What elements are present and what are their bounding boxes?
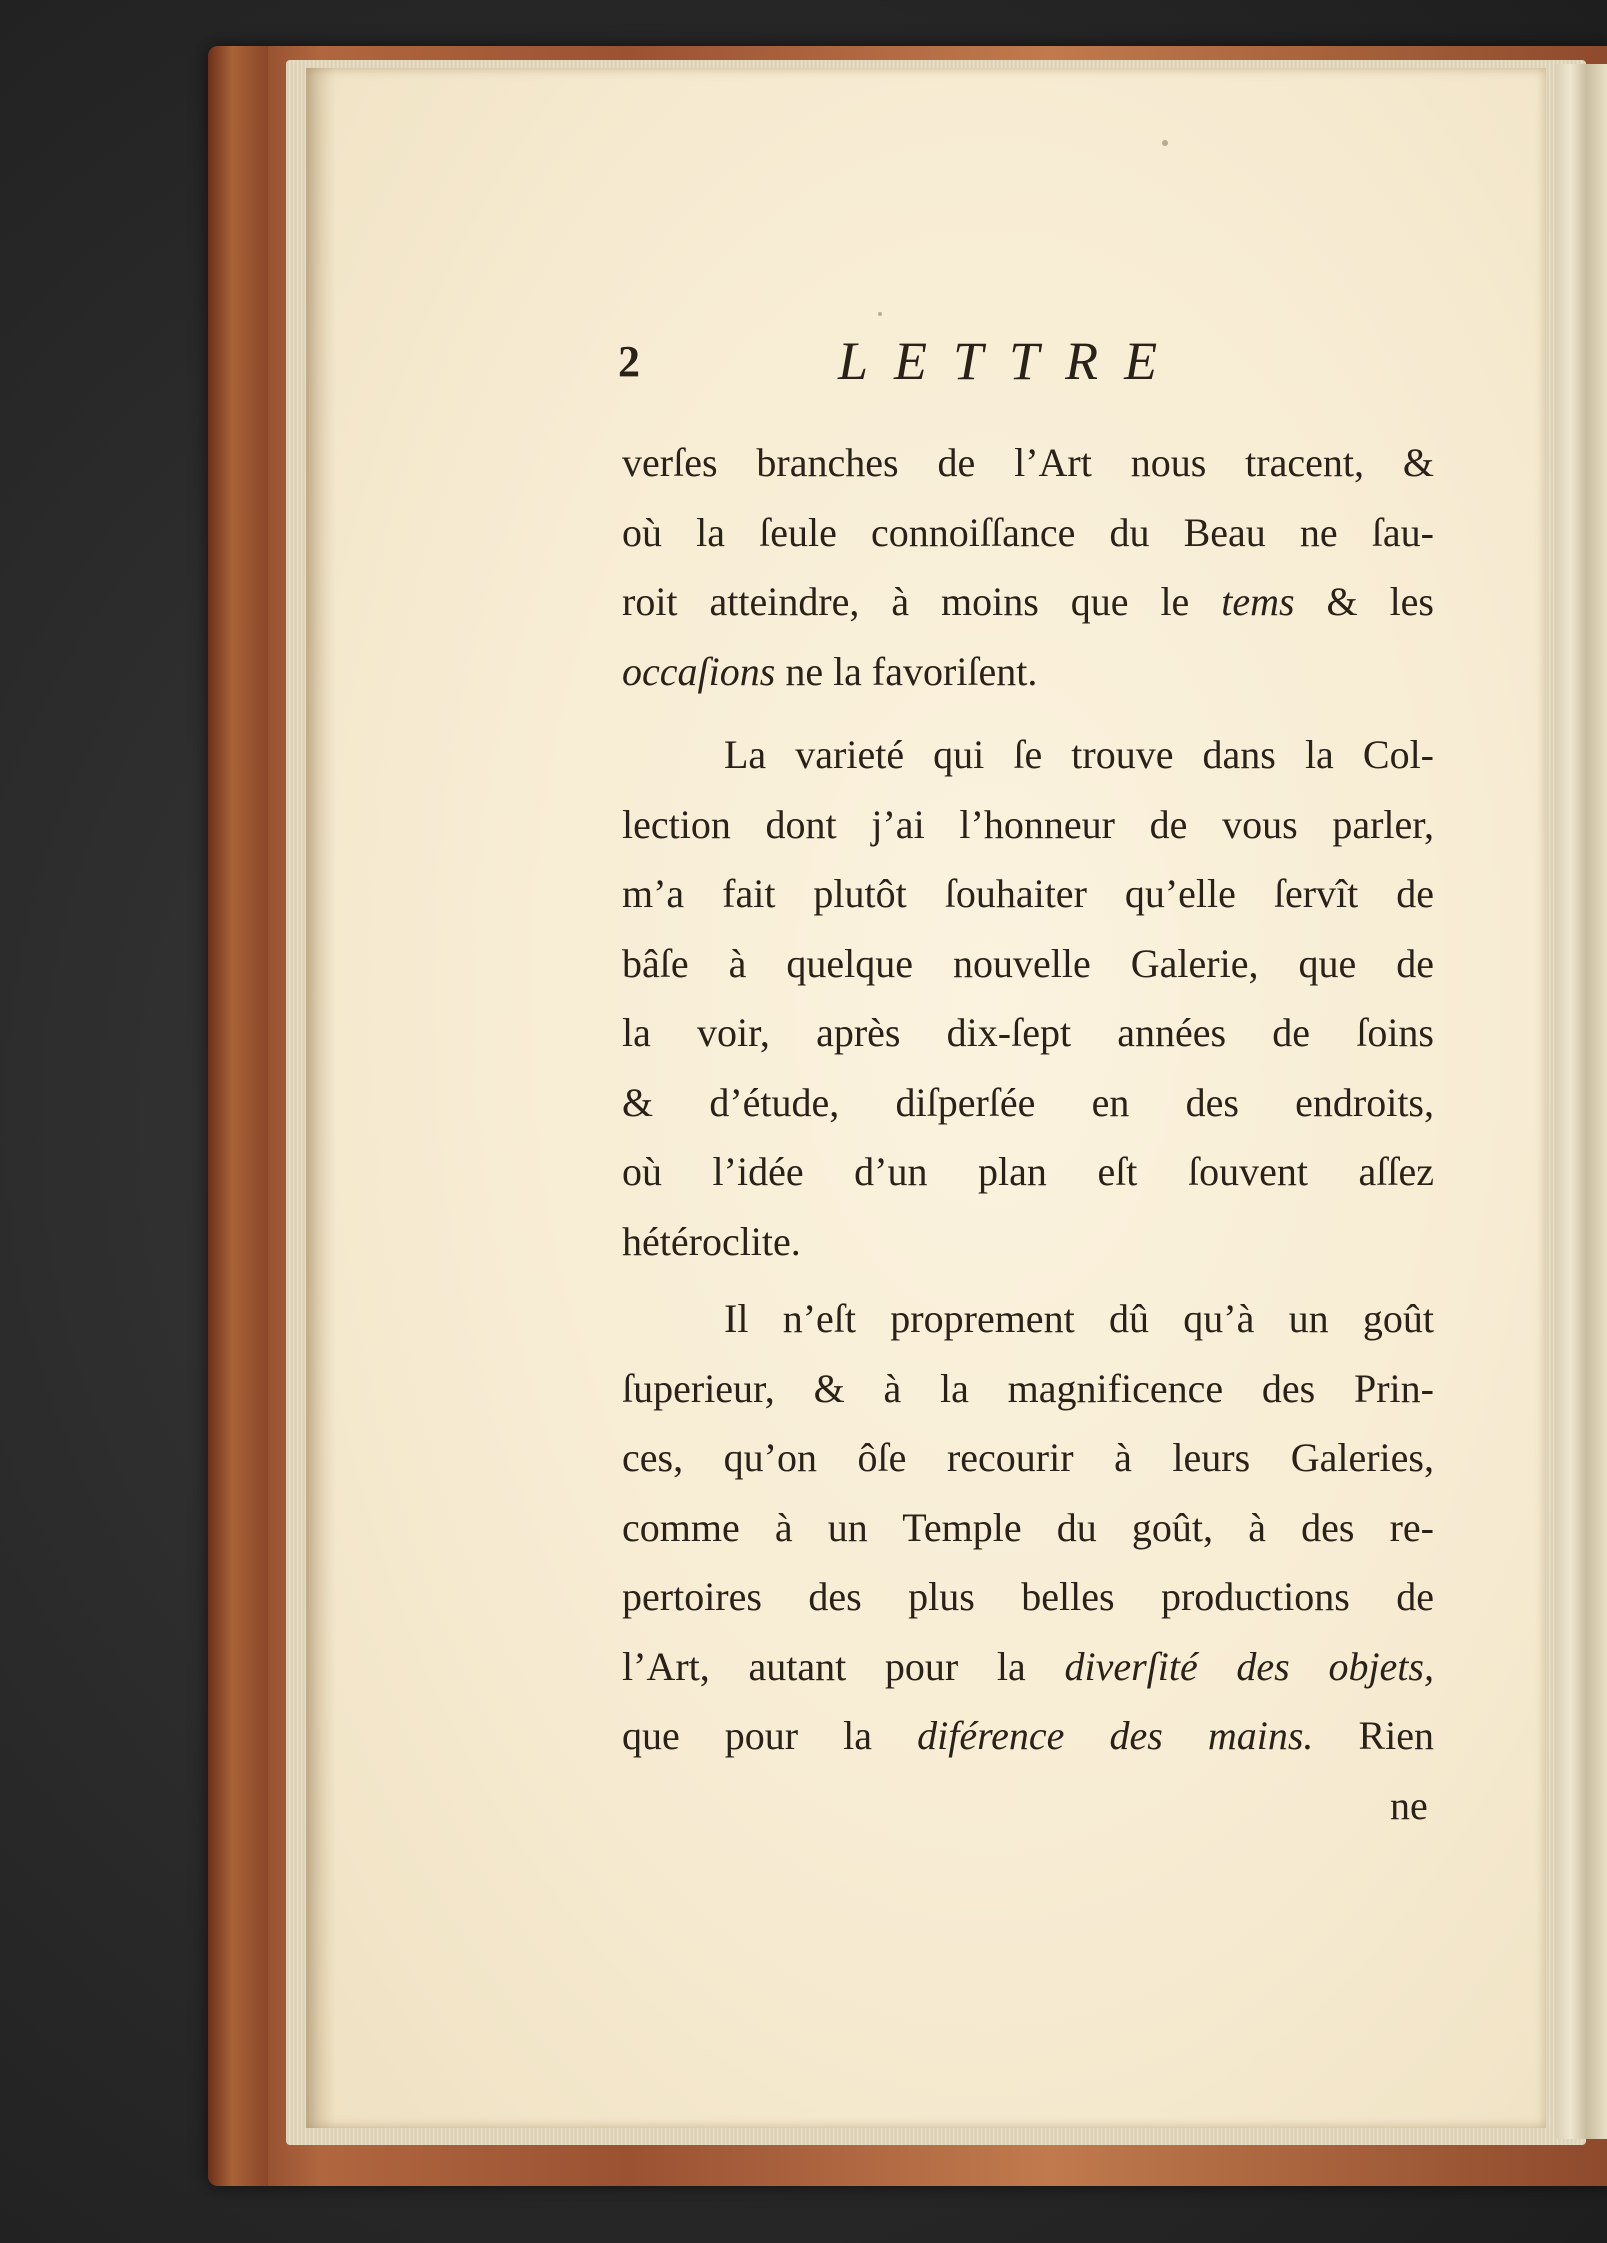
text-line: l’Art, autant pour la diverſité des objets, xyxy=(622,1643,1434,1689)
text-line: ces, qu’on ôſe recourir à leurs Galeries, xyxy=(622,1435,1434,1480)
text-line: lection dont j’ai l’honneur de vous parler, xyxy=(622,801,1434,847)
text-line: Il n’eſt proprement dû qu’à un goût xyxy=(724,1296,1434,1341)
catchword: ne xyxy=(1390,1783,1428,1828)
paragraph-gap xyxy=(622,1276,1434,1284)
page-header xyxy=(618,330,1438,400)
text-line: hétéroclite. xyxy=(622,1218,801,1264)
right-page-edges xyxy=(1555,64,1607,2139)
paper-speck xyxy=(878,312,882,316)
running-title: LETTRE xyxy=(838,331,1184,391)
text-line: verſes branches de l’Art nous tracent, & xyxy=(622,440,1434,485)
text-line: m’a fait plutôt ſouhaiter qu’elle ſervît de xyxy=(622,871,1434,916)
cover-spine xyxy=(208,46,268,2186)
text-line: où la ſeule connoiſſance du Beau ne ſau- xyxy=(622,509,1434,555)
text-line: roit atteindre, à moins que le tems & les xyxy=(622,579,1434,624)
page-number: 2 xyxy=(618,337,640,386)
text-line: comme à un Temple du goût, à des re- xyxy=(622,1504,1434,1550)
text-line: bâſe à quelque nouvelle Galerie, que de xyxy=(622,940,1434,986)
text-line: ſuperieur, & à la magnificence des Prin- xyxy=(622,1365,1434,1411)
text-line: que pour la diférence des mains. Rien xyxy=(622,1713,1434,1758)
body-text xyxy=(622,428,1434,1771)
page-gutter-shadow xyxy=(306,68,336,2128)
text-line: & d’étude, diſperſée en des endroits, xyxy=(622,1079,1434,1125)
paragraph-gap xyxy=(622,706,1434,720)
text-line: où l’idée d’un plan eſt ſouvent aſſez xyxy=(622,1149,1434,1194)
text-line: occaſions ne la favoriſent. xyxy=(622,648,1038,694)
text-line: la voir, après dix-ſept années de ſoins xyxy=(622,1010,1434,1055)
paper-speck xyxy=(1162,140,1168,146)
text-line: pertoires des plus belles productions de xyxy=(622,1574,1434,1619)
text-line: La varieté qui ſe trouve dans la Col- xyxy=(724,732,1434,777)
